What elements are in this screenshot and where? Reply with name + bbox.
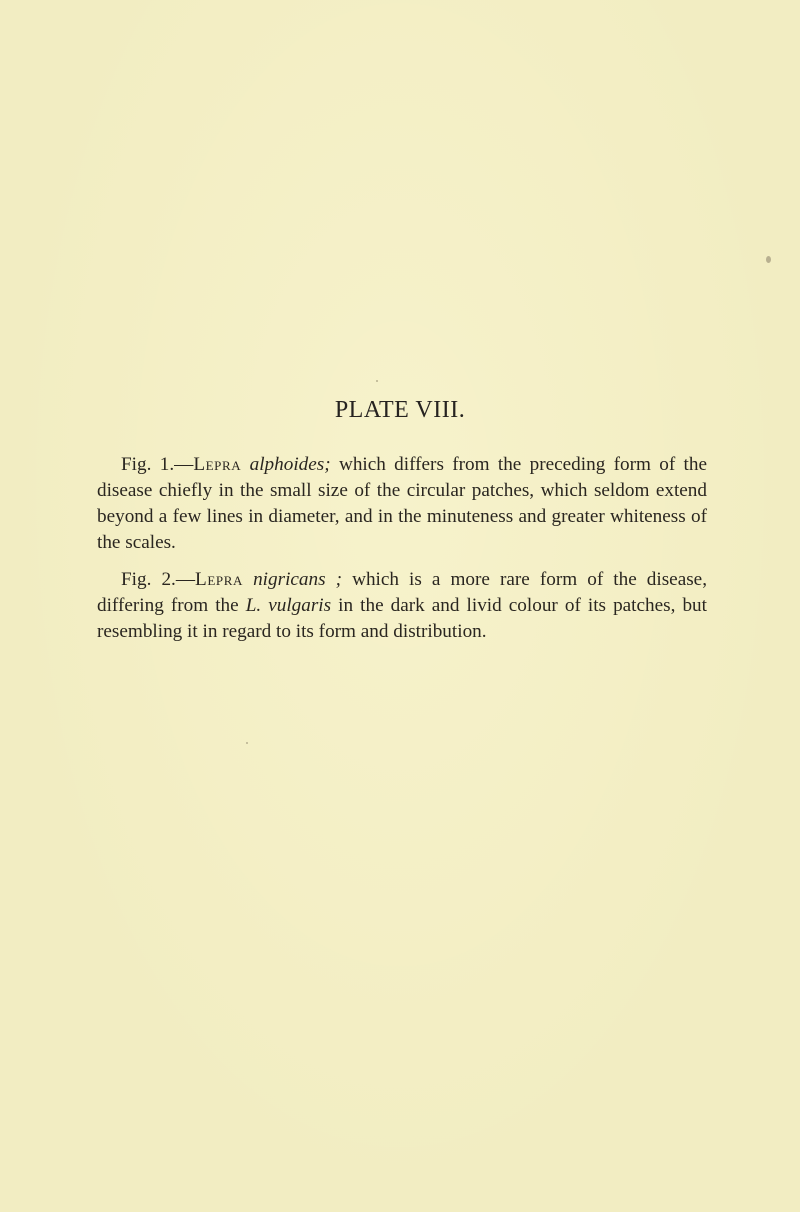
- figure-caption-2: [97, 567, 707, 645]
- species-name: alphoides;: [249, 454, 331, 475]
- genus-name: Lepra: [195, 569, 243, 590]
- species-name: nigricans ;: [253, 569, 343, 590]
- plate-title: PLATE VIII.: [334, 397, 466, 423]
- paper-speck: [376, 380, 378, 382]
- paper-speck: [246, 742, 248, 744]
- figure-caption-1: [97, 452, 707, 556]
- caption-text: which differs from the preceding form of the disease chiefly in the small size of the circular patches, which seldom extend beyond a few lines in diameter, and in the minuteness and greater whiteness of the scales.: [97, 454, 708, 553]
- caption-text: in the dark and livid colour of its patches, but resembling it in regard to its form and distribution.: [97, 595, 707, 642]
- caption-text: which is a more rare form of the disease, differing from the: [97, 569, 707, 616]
- figure-label: Fig. 1.—: [121, 454, 194, 475]
- paper-speck: [766, 256, 771, 263]
- figure-label: Fig. 2.—: [121, 569, 196, 590]
- genus-name: Lepra: [193, 454, 242, 475]
- reference-species: L. vulgaris: [245, 595, 332, 616]
